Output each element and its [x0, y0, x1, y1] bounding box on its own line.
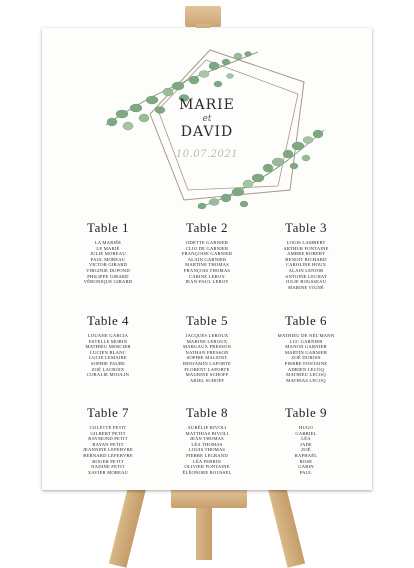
- guest-name: PIERRE FONTAINE: [284, 360, 328, 366]
- table-block: [56, 313, 160, 378]
- groom-name: DAVID: [180, 124, 234, 140]
- guest-name: FLORENT LAPORTE: [184, 366, 230, 372]
- guest-list: [56, 240, 160, 285]
- guest-name: PAUL MOREAU: [90, 256, 126, 262]
- guest-name: JACQUES LEROUX: [185, 333, 229, 338]
- wedding-date: 10.07.2021: [175, 149, 239, 160]
- guest-name: FRANÇOISE GARNIER: [181, 251, 233, 257]
- guest-name: ODETTE GARNIER: [185, 240, 229, 245]
- guest-name: ÉLÉONORE ROUSSEL: [182, 469, 232, 475]
- guest-name: LUC GARNIER: [289, 338, 323, 344]
- table-block: [155, 220, 259, 285]
- easel-shelf: [171, 488, 247, 508]
- guest-name: LUCIE LEMAIRE: [89, 355, 127, 361]
- guest-name: SOPHIE FAURE: [90, 360, 126, 366]
- table-title: Table 2: [186, 220, 228, 235]
- guest-name: MATHIEU MERCIER: [85, 344, 131, 350]
- guest-list: [56, 333, 160, 378]
- guest-list: [254, 333, 358, 383]
- table-block: [56, 220, 160, 285]
- guest-name: LÉA THOMAS: [191, 441, 223, 447]
- guest-name: ADRIEN LECOQ: [287, 366, 325, 372]
- guest-name: MARGAUX FRESSON: [182, 344, 232, 350]
- easel-leg-right: [268, 486, 305, 568]
- guest-name: ARIEL SCHOFF: [189, 377, 225, 383]
- table-title: Table 4: [87, 313, 129, 328]
- guest-name: RAYAN PETIT: [92, 441, 124, 447]
- guest-name: JULIE MOREAU: [90, 251, 126, 257]
- guest-name: PIERRE LEGRAND: [186, 452, 228, 458]
- guest-name: LA MARIÉE: [94, 240, 122, 245]
- guest-name: MAURINE SCHOFF: [185, 372, 229, 378]
- guest-name: PHILIPPE GIRARD: [87, 273, 129, 279]
- guest-name: BENJAMIN LAPORTE: [183, 360, 231, 366]
- guest-name: JEAN THOMAS: [190, 436, 224, 442]
- guest-name: HUGO: [298, 425, 314, 430]
- guest-name: ALAIN GARNIER: [187, 256, 227, 262]
- guest-name: CLIO DE GARNIER: [185, 245, 229, 251]
- table-title: Table 9: [285, 405, 327, 420]
- guest-name: CORALIE MOULIN: [86, 372, 130, 378]
- guest-list: [254, 240, 358, 290]
- guest-name: AMBRE ROBERT: [287, 251, 325, 257]
- guest-name: MARINE LEROUX: [186, 338, 228, 344]
- guest-name: JEAN-PAUL LEROY: [185, 279, 229, 285]
- guest-name: AURÉLIE RIVOLI: [187, 425, 227, 430]
- guest-name: FRANÇOIS THOMAS: [183, 267, 231, 273]
- table-block: [56, 405, 160, 475]
- guest-name: BENOIT RICHARD: [285, 256, 327, 262]
- connector-text: et: [202, 114, 212, 124]
- guest-name: MARTIN GARNIER: [284, 349, 328, 355]
- guest-name: MATTHIAS RIVOLI: [185, 430, 229, 436]
- guest-name: LÉA: [301, 436, 311, 442]
- guest-name: PAUL: [299, 469, 313, 475]
- guest-name: GABRIEL: [295, 430, 317, 436]
- guest-name: MARINE VIGNÉ: [288, 284, 324, 290]
- table-block: [155, 405, 259, 475]
- guest-name: MATHIEU DE NEL'MANN: [277, 333, 335, 338]
- guest-name: LUCIEN BLANC: [90, 349, 126, 355]
- seating-chart-poster: [42, 28, 372, 490]
- guest-name: LOUIS THOMAS: [188, 447, 226, 453]
- guest-name: CARINE LEROY: [189, 273, 225, 279]
- guest-name: MATHIAS LECOQ: [286, 377, 326, 383]
- table-title: Table 5: [186, 313, 228, 328]
- guest-name: ESTELLE MORIN: [88, 338, 128, 344]
- guest-name: VÉRONIQUE GIRARD: [83, 279, 133, 285]
- guest-name: RAPHAËL: [294, 452, 318, 458]
- table-title: Table 8: [186, 405, 228, 420]
- couple-names: [152, 97, 262, 160]
- easel-leg-middle: [196, 500, 212, 560]
- guest-name: JULIE ROUSSEAU: [285, 279, 327, 285]
- guest-name: NATHAN FRESSON: [185, 349, 229, 355]
- table-title: Table 6: [285, 313, 327, 328]
- guest-name: ROGER PETIT: [92, 458, 124, 464]
- easel-leg-left: [109, 486, 146, 568]
- guest-name: ROSE: [299, 458, 313, 464]
- guest-name: SOPHIE MALEINT: [186, 355, 228, 361]
- guest-name: MANON GARNIER: [285, 344, 327, 350]
- guest-name: NADINE PETIT: [91, 464, 125, 470]
- guest-name: ARTHUR FONTAINE: [283, 245, 329, 251]
- guest-name: RAYMOND PETIT: [88, 436, 128, 442]
- guest-list: [155, 425, 259, 475]
- guest-list: [254, 425, 358, 475]
- guest-name: MARTINE THOMAS: [185, 262, 229, 268]
- guest-name: ALAIN LENOIR: [288, 267, 324, 273]
- table-title: Table 3: [285, 220, 327, 235]
- guest-name: OLIVIER FONTAINE: [184, 464, 230, 470]
- guest-name: ZOÉ LACROIX: [91, 366, 125, 372]
- guest-list: [56, 425, 160, 475]
- bride-name: MARIE: [179, 97, 235, 113]
- guest-name: VICTOR GIRARD: [88, 262, 128, 268]
- guest-name: LOUANE GARCIA: [87, 333, 129, 338]
- table-block: [254, 313, 358, 383]
- guest-name: CAROLINE HOUX: [285, 262, 327, 268]
- guest-name: VIRGINIE DUPOND: [86, 267, 130, 273]
- table-title: Table 7: [87, 405, 129, 420]
- guest-name: ZOÉ: [301, 447, 311, 453]
- table-block: [254, 405, 358, 475]
- guest-name: JADE: [299, 441, 313, 447]
- guest-name: MATHIEU LECOQ: [286, 372, 326, 378]
- guest-name: ANTOINE LECHAT: [285, 273, 327, 279]
- table-block: [254, 220, 358, 290]
- guest-name: BERNARD LEFEBVRE: [83, 452, 133, 458]
- guest-name: GABIN: [298, 464, 314, 470]
- guest-name: XAVIER MOREAU: [87, 469, 129, 475]
- guest-name: LE MARIÉ: [96, 245, 120, 251]
- guest-name: LOUIS LAMBERT: [286, 240, 326, 245]
- guest-list: [155, 240, 259, 285]
- table-title: Table 1: [87, 220, 129, 235]
- guest-name: GILBERT PETIT: [90, 430, 126, 436]
- guest-name: COLETTE PETIT: [89, 425, 127, 430]
- guest-list: [155, 333, 259, 383]
- guest-name: JEANNINE LEFEBVRE: [83, 447, 133, 453]
- guest-name: LÉA PERRIN: [192, 458, 222, 464]
- guest-name: ZOÉ DUBOIS: [291, 355, 321, 361]
- table-block: [155, 313, 259, 383]
